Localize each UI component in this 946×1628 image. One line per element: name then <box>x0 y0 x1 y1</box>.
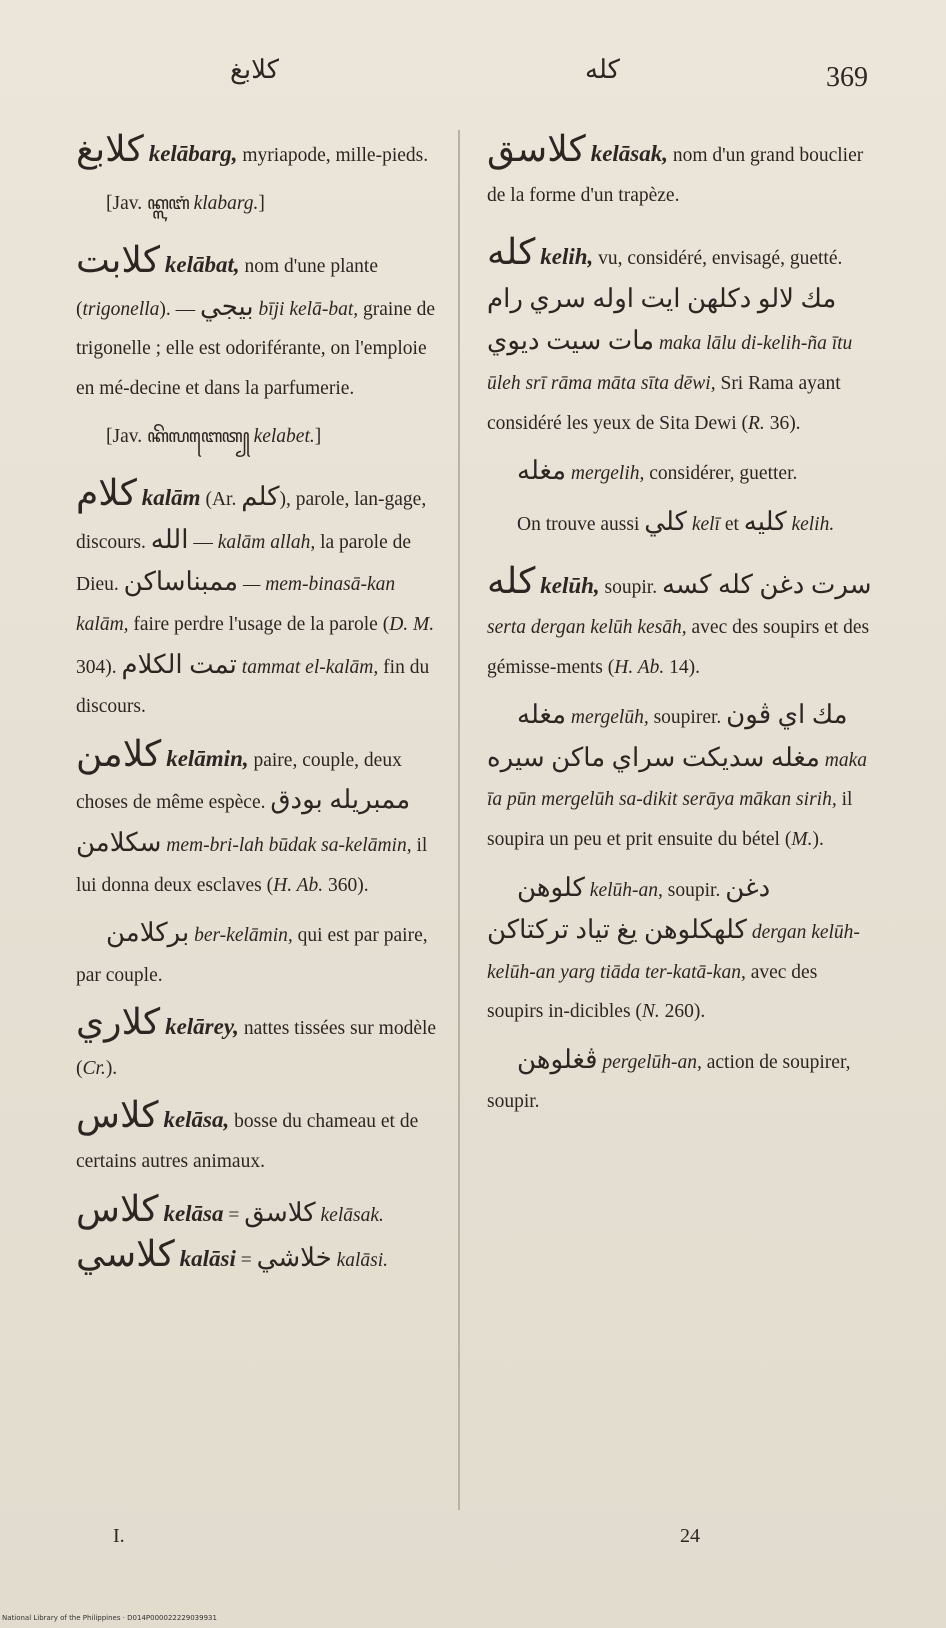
page-number: 369 <box>826 62 868 93</box>
entry-kelamin: كلامن kelāmin, paire, couple, deux choses de même espèce. ممبريله بودق سكلامن mem-bri-lah būdak sa-kelāmin, il lui donna deux esclaves (H. Ab. 360). <box>76 733 428 896</box>
signature-mark-right: 24 <box>680 1525 700 1547</box>
subentry-mergeluh: مغله mergelūh, soupirer. مك اي ڤون مغله سديكت سراي ماكن سيره maka īa pūn mergelūh sa-dikit serāya mākan sirih, il soupira un peu et prit ensuite du bétel (M.). <box>487 700 868 850</box>
running-head-right: كله <box>585 55 620 85</box>
jav-ref-kelabet: [Jav. ꦏꦼꦭꦧꦺꦠ꧀ kelabet.] <box>106 425 322 447</box>
left-column <box>76 130 438 1281</box>
entry-kelasa-xref: كلاس kelāsa = كلاسق kelāsak. <box>76 1188 384 1229</box>
subentry-ber-kelamin: بركلامن ber-kelāmin, qui est par paire, par couple. <box>76 918 428 986</box>
entry-kelasak: كلاسق kelāsak, nom d'un grand bouclier de la forme d'un trapèze. <box>487 129 864 206</box>
jav-ref-klabarg: [Jav. ꦏ꧀ꦭꦧꦁ klabarg.] <box>106 192 265 214</box>
scan-footer: National Library of the Philippines · D014P000022229039931 <box>2 1614 217 1622</box>
right-column <box>487 130 872 1122</box>
subentry-pergeluh-an: ڤغلوهن pergelūh-an, action de soupirer, soupir. <box>487 1044 851 1113</box>
entry-kalam: كلام kalām (Ar. كلم), parole, lan-gage, discours. الله — kalām allah, la parole de Dieu. ممبناساكن — mem-binasā-kan kalām, faire perdre l'usage de la parole (D. M. 304). تمت الكلام tammat el-kalām, fin du discours. <box>76 473 435 718</box>
entry-kelasa: كلاس kelāsa, bosse du chameau et de certains autres animaux. <box>76 1095 419 1173</box>
entry-kelarey: كلاري kelārey, nattes tissées sur modèle (Cr.). <box>76 1002 437 1079</box>
entry-kelabarg: كلابغ kelābarg, myriapode, mille-pieds. <box>76 129 429 169</box>
subentry-keluh-an: كلوهن kelūh-an, soupir. دغن كلهكلوهن يغ تياد تركتاكن dergan kelūh-kelūh-an yarg tiāda ter-katā-kan, avec des soupirs in-dicibles (N. 260). <box>487 872 860 1023</box>
entry-keluh: كله kelūh, soupir. سرت دغن كله كسه serta dergan kelūh kesāh, avec des soupirs et des gémisse-ments (H. Ab. 14). <box>487 561 872 678</box>
entry-kelih: كله kelih, vu, considéré, envisagé, guetté. مك لالو دكلهن ايت اوله سري رام مات سيت ديوي maka lālu di-kelih-ña ītu ūleh srī rāma māta sīta dēwi, Sri Rama ayant considéré les yeux de Sita Dewi (R. 36). <box>487 232 853 434</box>
note-kelih-variants: On trouve aussi كلي kelī et كليه kelih. <box>517 506 835 536</box>
signature-mark-left: I. <box>113 1525 125 1547</box>
running-head-left: كلابغ <box>230 55 279 85</box>
entry-kelabat: كلابت kelābat, nom d'une plante (trigonella). — بيجي bīji kelā-bat, graine de trigonelle ; elle est odoriférante, on l'emploie en mé-decine et dans la parfumerie. <box>76 240 436 399</box>
column-divider <box>458 130 460 1510</box>
entry-kalasi: كلاسي kalāsi = خلاشي kalāsi. <box>76 1234 389 1275</box>
subentry-mergelih: مغله mergelih, considérer, guetter. <box>517 456 798 486</box>
